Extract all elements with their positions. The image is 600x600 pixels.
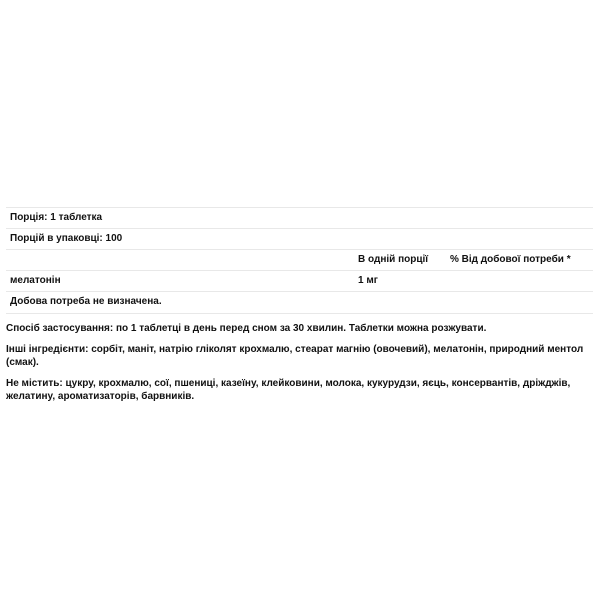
footnote-row bbox=[6, 291, 593, 314]
does-not-contain: Не містить: цукру, крохмалю, сої, пшениці, казеїну, клейковини, молока, кукурудзи, яєць, консервантів, дріжджів, желатину, ароматизаторів, барвників. bbox=[6, 378, 571, 402]
ingredient-amount: 1 мг bbox=[358, 275, 378, 286]
serving-size: Порція: 1 таблетка bbox=[10, 212, 103, 223]
usage-instructions: Спосіб застосування: по 1 таблетці в день перед сном за 30 хвилин. Таблетки можна розжувати. bbox=[6, 323, 487, 334]
daily-value-footnote: Добова потреба не визначена. bbox=[10, 296, 162, 307]
servings-per-container: Порцій в упаковці: 100 bbox=[10, 233, 123, 244]
table-header-row bbox=[6, 249, 593, 270]
other-ingredients: Інші інгредієнти: сорбіт, маніт, натрію гліколят крохмалю, стеарат магнію (овочевий), мелатонін, природний ментол (смак). bbox=[6, 344, 584, 368]
header-daily-value: % Від добової потреби * bbox=[450, 254, 571, 265]
ingredient-name: мелатонін bbox=[10, 275, 61, 286]
servings-per-container-row bbox=[6, 228, 593, 249]
product-notes bbox=[6, 322, 596, 411]
header-per-serving: В одній порції bbox=[358, 254, 429, 265]
serving-size-row bbox=[6, 207, 593, 228]
supplement-facts-table bbox=[6, 207, 593, 314]
table-row bbox=[6, 270, 593, 291]
